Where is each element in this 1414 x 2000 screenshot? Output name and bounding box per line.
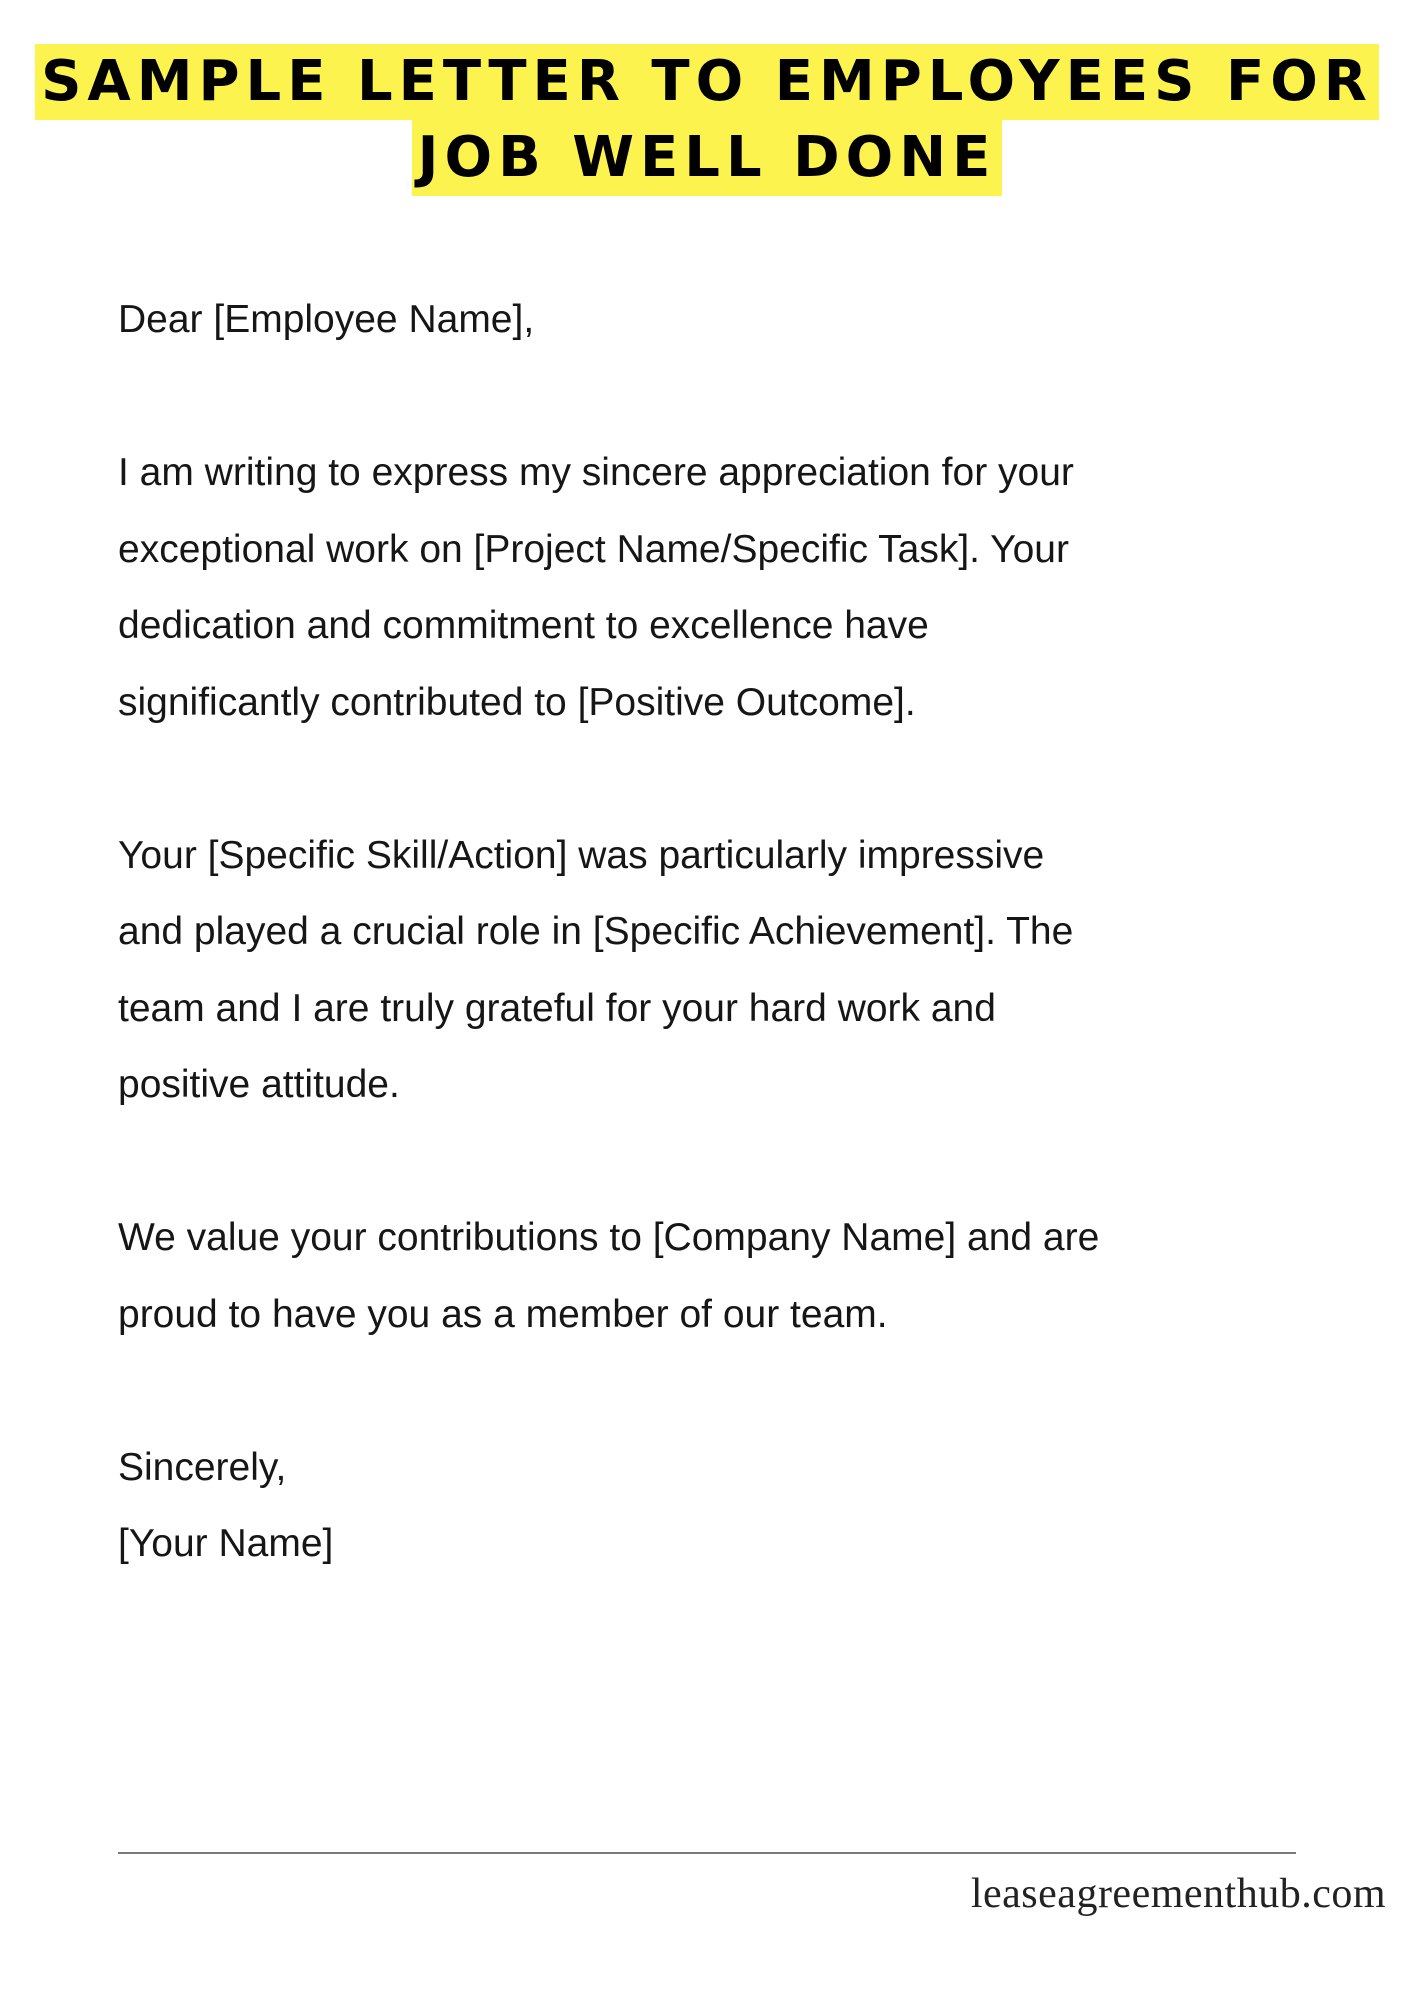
document-title (0, 44, 1414, 196)
title-line-1: SAMPLE LETTER TO EMPLOYEES FOR (35, 44, 1379, 120)
footer-divider (118, 1852, 1296, 1854)
paragraph-3-line: proud to have you as a member of our team. (118, 1292, 888, 1336)
paragraph-3 (118, 1200, 1358, 1353)
paragraph-spacer (118, 741, 1358, 818)
salutation: Dear [Employee Name], (118, 298, 535, 341)
paragraph-1-line: significantly contributed to [Positive Outcome]. (118, 680, 916, 724)
paragraph-2-line: team and I are truly grateful for your hard work and (118, 986, 996, 1030)
paragraph-spacer (118, 1353, 1358, 1430)
paragraph-3-line: We value your contributions to [Company Name] and are (118, 1216, 1100, 1259)
paragraph-2-line: and played a crucial role in [Specific Achievement]. The (118, 910, 1074, 953)
letter-body (118, 282, 1358, 1583)
paragraph-1-line: dedication and commitment to excellence have (118, 604, 929, 647)
signature: [Your Name] (118, 1522, 334, 1565)
paragraph-2-line: positive attitude. (118, 1063, 400, 1106)
footer-website: leaseagreementhub.com (970, 1871, 1386, 1917)
paragraph-1 (118, 435, 1358, 741)
closing: Sincerely, (118, 1445, 287, 1489)
paragraph-1-line: exceptional work on [Project Name/Specific Task]. Your (118, 527, 1069, 571)
paragraph-2-line: Your [Specific Skill/Action] was particularly impressive (118, 833, 1045, 877)
title-line-2: JOB WELL DONE (412, 120, 1003, 196)
paragraph-spacer (118, 1124, 1358, 1201)
paragraph-1-line: I am writing to express my sincere appreciation for your (118, 451, 1074, 494)
paragraph-2 (118, 818, 1358, 1124)
paragraph-spacer (118, 359, 1358, 436)
